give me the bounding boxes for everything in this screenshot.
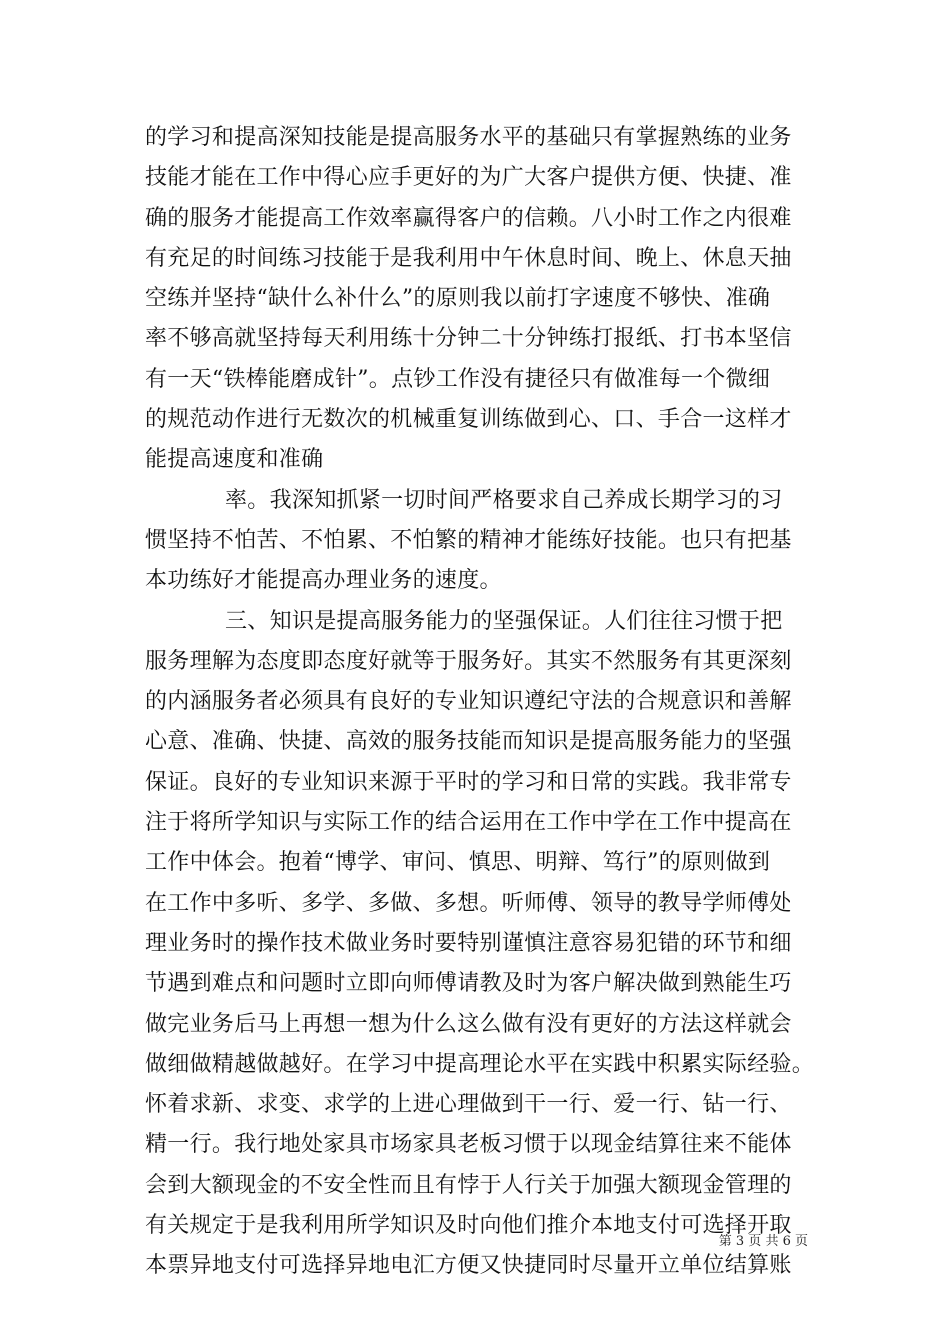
text-line: 空练并坚持“缺什么补什么”的原则我以前打字速度不够快、准确	[145, 286, 771, 312]
text-line: 的内涵服务者必须具有良好的专业知识遵纪守法的合规意识和善解	[145, 689, 792, 715]
text-line: 心意、准确、快捷、高效的服务技能而知识是提高服务能力的坚强	[145, 729, 792, 755]
text-line: 本票异地支付可选择异地电汇方便又快捷同时尽量开立单位结算账	[145, 1253, 792, 1279]
page-number-footer: 第 3 页 共 6 页	[718, 1234, 808, 1249]
text-line: 做细做精越做越好。在学习中提高理论水平在实践中积累实际经验。	[145, 1051, 815, 1077]
text-line: 节遇到难点和问题时立即向师傅请教及时为客户解决做到熟能生巧	[145, 971, 792, 997]
text-line: 理业务时的操作技术做业务时要特别谨慎注意容易犯错的环节和细	[145, 930, 792, 956]
text-line: 有关规定于是我利用所学知识及时向他们推介本地支付可选择开取	[145, 1213, 792, 1239]
text-line: 本功练好才能提高办理业务的速度。	[145, 568, 502, 594]
text-line: 有充足的时间练习技能于是我利用中午休息时间、晚上、休息天抽	[145, 245, 792, 271]
text-line: 率。我深知抓紧一切时间严格要求自己养成长期学习的习	[225, 487, 783, 513]
text-line: 确的服务才能提高工作效率赢得客户的信赖。八小时工作之内很难	[145, 205, 792, 231]
section-heading-line: 三、知识是提高服务能力的坚强保证。人们往往习惯于把	[225, 608, 783, 634]
text-line: 有一天“铁棒能磨成针”。点钞工作没有捷径只有做准每一个微细	[145, 366, 771, 392]
text-line: 能提高速度和准确	[145, 447, 324, 473]
text-line: 的学习和提高深知技能是提高服务水平的基础只有掌握熟练的业务	[145, 125, 792, 150]
body-text	[145, 118, 825, 1287]
text-line: 服务理解为态度即态度好就等于服务好。其实不然服务有其更深刻	[145, 648, 792, 674]
text-line: 做完业务后马上再想一想为什么这么做有没有更好的方法这样就会	[145, 1011, 792, 1037]
text-line: 工作中体会。抱着“博学、审问、慎思、明辩、笃行”的原则做到	[145, 850, 771, 876]
text-line: 保证。良好的专业知识来源于平时的学习和日常的实践。我非常专	[145, 769, 792, 795]
text-line: 精一行。我行地处家具市场家具老板习惯于以现金结算往来不能体	[145, 1132, 792, 1158]
text-line: 注于将所学知识与实际工作的结合运用在工作中学在工作中提高在	[145, 810, 792, 836]
text-line: 会到大额现金的不安全性而且有悖于人行关于加强大额现金管理的	[145, 1172, 792, 1198]
text-line: 的规范动作进行无数次的机械重复训练做到心、口、手合一这样才	[145, 407, 792, 433]
text-line: 率不够高就坚持每天利用练十分钟二十分钟练打报纸、打书本坚信	[145, 326, 792, 352]
text-line: 怀着求新、求变、求学的上进心理做到干一行、爱一行、钻一行、	[145, 1092, 792, 1118]
text-line: 惯坚持不怕苦、不怕累、不怕繁的精神才能练好技能。也只有把基	[145, 527, 792, 553]
text-line: 技能才能在工作中得心应手更好的为广大客户提供方便、快捷、准	[145, 165, 792, 191]
text-line: 在工作中多听、多学、多做、多想。听师傅、领导的教导学师傅处	[145, 890, 792, 916]
